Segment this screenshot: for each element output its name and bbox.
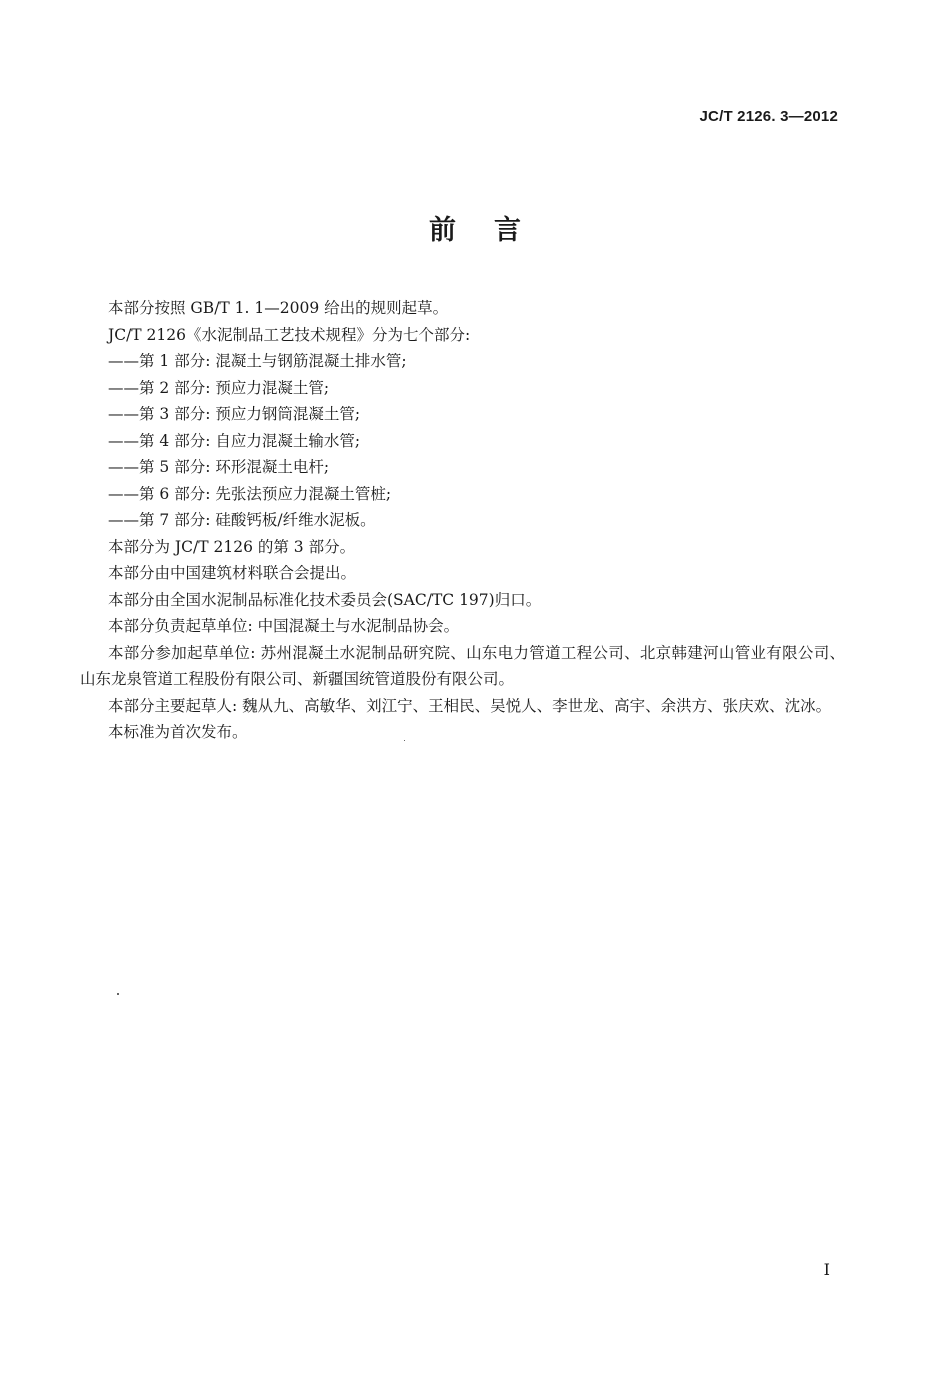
paragraph-responsible-drafter: 本部分负责起草单位: 中国混凝土与水泥制品协会。 xyxy=(108,617,460,635)
paragraph-proposed-by: 本部分由中国建筑材料联合会提出。 xyxy=(108,564,357,582)
paragraph-administered-by: 本部分由全国水泥制品标准化技术委员会(SAC/TC 197)归口。 xyxy=(108,590,542,609)
paragraph-drafting-rules: 本部分按照 GB/T 1. 1—2009 给出的规则起草。 xyxy=(108,299,449,317)
list-item-part-2: ——第 2 部分: 预应力混凝土管; xyxy=(108,378,330,397)
list-item-part-5: ——第 5 部分: 环形混凝土电杆; xyxy=(108,458,330,476)
paragraph-parts-intro: JC/T 2126《水泥制品工艺技术规程》分为七个部分: xyxy=(108,325,471,344)
list-item-part-4: ——第 4 部分: 自应力混凝土输水管; xyxy=(108,431,361,450)
page-title: 前言 xyxy=(429,215,559,246)
paragraph-main-drafters: 本部分主要起草人: 魏从九、高敏华、刘江宁、王相民、吴悦人、李世龙、高宇、余洪方、张庆欢、沈冰。 xyxy=(108,696,832,715)
scan-speck xyxy=(404,740,405,741)
scan-speck xyxy=(117,993,119,995)
list-item-part-7: ——第 7 部分: 硅酸钙板/纤维水泥板。 xyxy=(108,511,376,529)
paragraph-this-part: 本部分为 JC/T 2126 的第 3 部分。 xyxy=(108,537,356,556)
paragraph-first-release: 本标准为首次发布。 xyxy=(108,723,248,741)
standard-number: JC/T 2126. 3—2012 xyxy=(699,108,838,125)
list-item-part-1: ——第 1 部分: 混凝土与钢筋混凝土排水管; xyxy=(108,352,407,370)
paragraph-participating-drafters: 本部分参加起草单位: 苏州混凝土水泥制品研究院、山东电力管道工程公司、北京韩建河山管业有限公司、山东龙泉管道工程股份有限公司、新疆国统管道股份有限公司。 xyxy=(80,643,845,688)
page-number: I xyxy=(823,1260,830,1279)
foreword-body xyxy=(80,295,845,746)
list-item-part-6: ——第 6 部分: 先张法预应力混凝土管桩; xyxy=(108,484,392,503)
list-item-part-3: ——第 3 部分: 预应力钢筒混凝土管; xyxy=(108,405,361,423)
